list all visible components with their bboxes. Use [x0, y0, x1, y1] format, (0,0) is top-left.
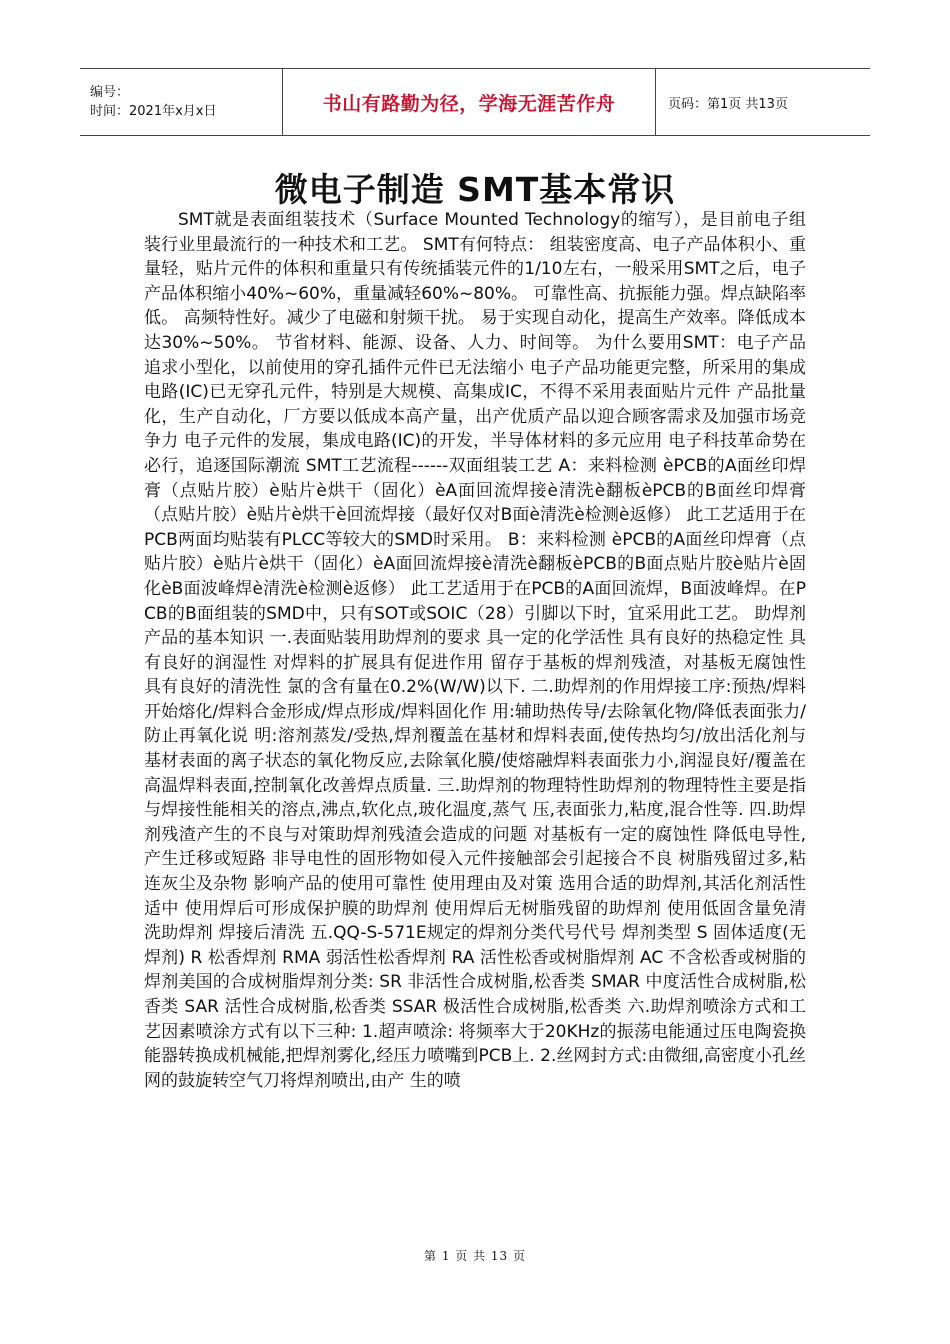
page-header — [80, 68, 870, 136]
header-motto: 书山有路勤为径，学海无涯苦作舟 — [282, 69, 656, 135]
document-date-label: 时间：2021年x月x日 — [90, 104, 217, 119]
document-title: 微电子制造 SMT基本常识 — [274, 170, 676, 209]
header-meta — [80, 69, 282, 135]
document-body: SMT就是表面组装技术（Surface Mounted Technology的缩写），是目前电子组装行业里最流行的一种技术和工艺。 SMT有何特点： 组装密度高、电子产品体积小、重量轻，贴片元件的体积和重量只有传统插装元件的1/10左右，一般采用SMT之后，电子产品体积缩小40%~60%，重量减轻60%~80%。 可靠性高、抗振能力强。焊点缺陷率低。 高频特性好。减少了电磁和射频干扰。 易于实现自动化，提高生产效率。降低成本达30%~50%。 节省材料、能源、设备、人力、时间等。 为什么要用SMT：电子产品追求小型化，以前使用的穿孔插件元件已无法缩小 电子产品功能更完整，所采用的集成电路(IC)已无穿孔元件，特别是大规模、高集成IC，不得不采用表面贴片元件 产品批量化，生产自动化，厂方要以低成本高产量，出产优质产品以迎合顾客需求及加强市场竞争力 电子元件的发展，集成电路(IC)的开发，半导体材料的多元应用 电子科技革命势在必行，追逐国际潮流 SMT工艺流程------双面组装工艺 A：来料检测 èPCB的A面丝印焊膏（点贴片胶）è贴片è烘干（固化）èA面回流焊接è清洗è翻板èPCB的B面丝印焊膏（点贴片胶）è贴片è烘干è回流焊接（最好仅对B面è清洗è检测è返修） 此工艺适用于在PCB两面均贴装有PLCC等较大的SMD时采用。 B：来料检测 èPCB的A面丝印焊膏（点贴片胶）è贴片è烘干（固化）èA面回流焊接è清洗è翻板èPCB的B面点贴片胶è贴片è固化èB面波峰焊è清洗è检测è返修） 此工艺适用于在PCB的A面回流焊，B面波峰焊。在PCB的B面组装的SMD中，只有SOT或SOIC（28）引脚以下时，宜采用此工艺。 助焊剂产品的基本知识 一.表面贴装用助焊剂的要求 具一定的化学活性 具有良好的热稳定性 具有良好的润湿性 对焊料的扩展具有促进作用 留存于基板的焊剂残渣，对基板无腐蚀性 具有良好的清洗性 氯的含有量在0.2%(W/W)以下. 二.助焊剂的作用焊接工序:预热/焊料开始熔化/焊料合金形成/焊点形成/焊料固化作 用:辅助热传导/去除氧化物/降低表面张力/防止再氧化说 明:溶剂蒸发/受热,焊剂覆盖在基材和焊料表面,使传热均匀/放出活化剂与基材表面的离子状态的氧化物反应,去除氧化膜/使熔融焊料表面张力小,润湿良好/覆盖在高温焊料表面,控制氧化改善焊点质量. 三.助焊剂的物理特性助焊剂的物理特性主要是指与焊接性能相关的溶点,沸点,软化点,玻化温度,蒸气 压,表面张力,粘度,混合性等. 四.助焊剂残渣产生的不良与对策助焊剂残渣会造成的问题 对基板有一定的腐蚀性 降低电导性,产生迁移或短路 非导电性的固形物如侵入元件接触部会引起接合不良 树脂残留过多,粘连灰尘及杂物 影响产品的使用可靠性 使用理由及对策 选用合适的助焊剂,其活化剂活性适中 使用焊后可形成保护膜的助焊剂 使用焊后无树脂残留的助焊剂 使用低固含量免清洗助焊剂 焊接后清洗 五.QQ-S-571E规定的焊剂分类代号代号 焊剂类型 S 固体适度(无焊剂) R 松香焊剂 RMA 弱活性松香焊剂 RA 活性松香或树脂焊剂 AC 不含松香或树脂的焊剂美国的合成树脂焊剂分类: SR 非活性合成树脂,松香类 SMAR 中度活性合成树脂,松香类 SAR 活性合成树脂,松香类 SSAR 极活性合成树脂,松香类 六.助焊剂喷涂方式和工艺因素喷涂方式有以下三种: 1.超声喷涂: 将频率大于20KHz的振荡电能通过压电陶瓷换能器转换成机械能,把焊剂雾化,经压力喷嘴到PCB上. 2.丝网封方式:由微细,高密度小孔丝网的鼓旋转空气刀将焊剂喷出,由产 生的喷 — [144, 210, 806, 1091]
page-footer: 第 1 页 共 13 页 — [424, 1249, 526, 1263]
header-page-info: 页码：第1页 共13页 — [668, 96, 788, 112]
document-number-label: 编号： — [90, 85, 130, 100]
